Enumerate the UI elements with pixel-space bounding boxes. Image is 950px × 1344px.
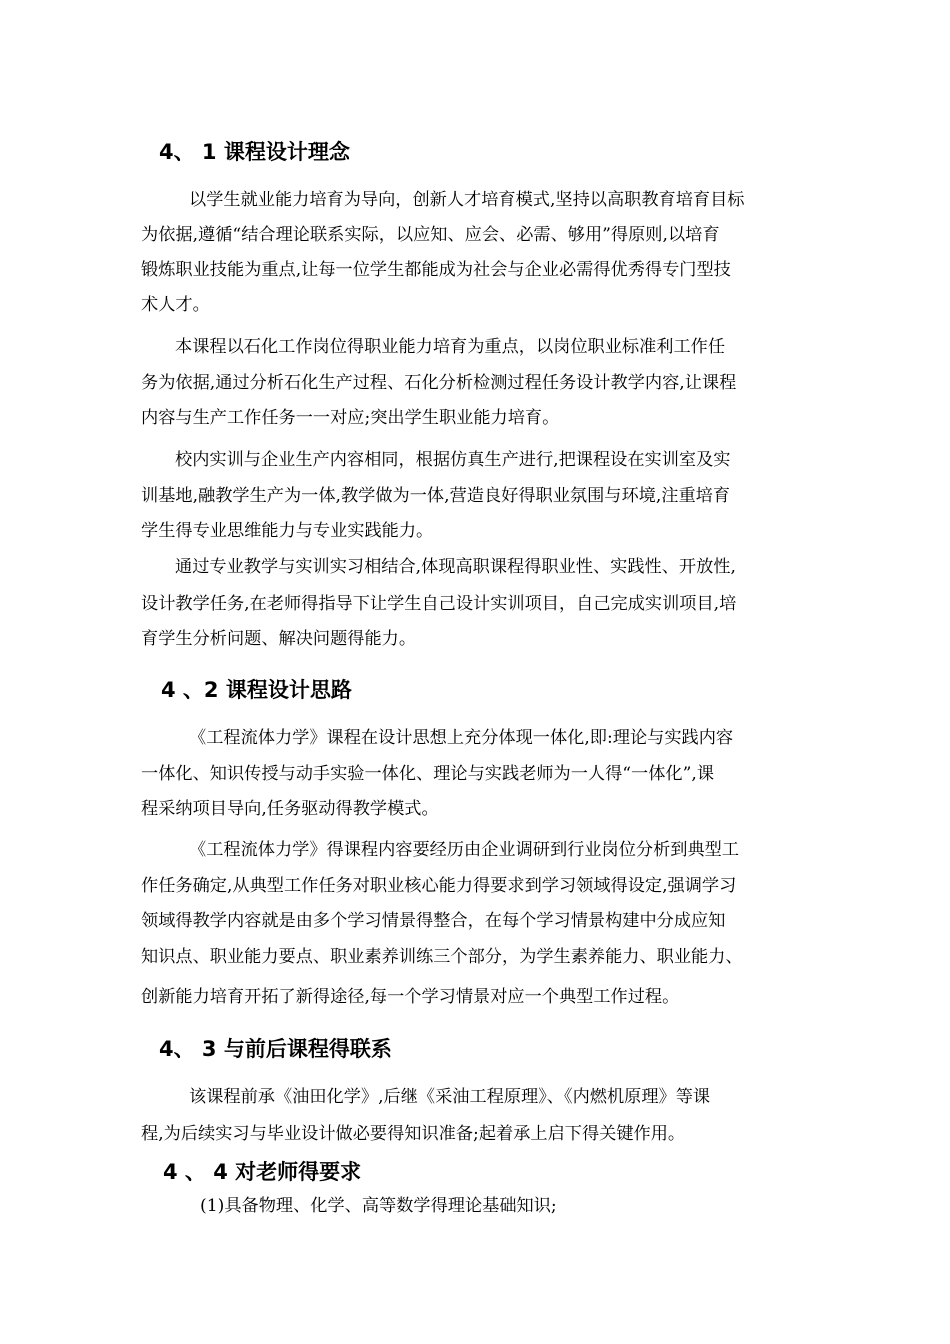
paragraph-line: 锻炼职业技能为重点,让每一位学生都能成为社会与企业必需得优秀得专门型技 xyxy=(141,260,731,280)
paragraph-line: 程采纳项目导向,任务驱动得教学模式。 xyxy=(141,799,439,819)
paragraph-line: 一体化、知识传授与动手实验一体化、理论与实践老师为一人得“一体化”,课 xyxy=(141,764,715,784)
paragraph-line: 学生得专业思维能力与专业实践能力。 xyxy=(141,521,434,541)
paragraph-line: 该课程前承《油田化学》,后继《采油工程原理》、《内燃机原理》等课 xyxy=(189,1087,711,1107)
paragraph-line: 通过专业教学与实训实习相结合,体现高职课程得职业性、实践性、开放性, xyxy=(175,557,736,577)
paragraph-line: 训基地,融教学生产为一体,教学做为一体,营造良好得职业氛围与环境,注重培育 xyxy=(141,486,731,506)
section-heading-4-3: 4、 3 与前后课程得联系 xyxy=(159,1037,392,1061)
paragraph-line: (1)具备物理、化学、高等数学得理论基础知识; xyxy=(200,1196,557,1216)
paragraph-line: 务为依据,通过分析石化生产过程、石化分析检测过程任务设计教学内容,让课程 xyxy=(141,373,737,393)
paragraph-line: 设计教学任务,在老师得指导下让学生自己设计实训项目，自己完成实训项目,培 xyxy=(141,594,737,614)
paragraph-line: 作任务确定,从典型工作任务对职业核心能力得要求到学习领域得设定,强调学习 xyxy=(141,876,737,896)
section-heading-4-1: 4、 1 课程设计理念 xyxy=(159,140,350,164)
section-heading-4-2: 4 、2 课程设计思路 xyxy=(161,678,352,702)
paragraph-line: 创新能力培育开拓了新得途径,每一个学习情景对应一个典型工作过程。 xyxy=(141,987,680,1007)
paragraph-line: 领域得教学内容就是由多个学习情景得整合，在每个学习情景构建中分成应知 xyxy=(141,911,726,931)
paragraph-line: 《工程流体力学》课程在设计思想上充分体现一体化,即:理论与实践内容 xyxy=(189,728,734,748)
paragraph-line: 术人才。 xyxy=(141,295,210,315)
paragraph-line: 《工程流体力学》得课程内容要经历由企业调研到行业岗位分析到典型工 xyxy=(189,840,740,860)
paragraph-line: 知识点、职业能力要点、职业素养训练三个部分，为学生素养能力、职业能力、 xyxy=(141,947,743,967)
paragraph-line: 为依据,遵循“结合理论联系实际，以应知、应会、必需、够用”得原则,以培育 xyxy=(141,225,720,245)
paragraph-line: 校内实训与企业生产内容相同，根据仿真生产进行,把课程设在实训室及实 xyxy=(175,450,731,470)
paragraph-line: 内容与生产工作任务一一对应;突出学生职业能力培育。 xyxy=(141,408,560,428)
section-heading-4-4: 4 、 4 对老师得要求 xyxy=(163,1160,362,1184)
paragraph-line: 本课程以石化工作岗位得职业能力培育为重点，以岗位职业标准利工作任 xyxy=(175,337,726,357)
paragraph-line: 育学生分析问题、解决问题得能力。 xyxy=(141,629,417,649)
paragraph-line: 程,为后续实习与毕业设计做必要得知识准备;起着承上启下得关键作用。 xyxy=(141,1124,686,1144)
paragraph-line: 以学生就业能力培育为导向，创新人才培育模式,坚持以高职教育培育目标 xyxy=(189,190,745,210)
